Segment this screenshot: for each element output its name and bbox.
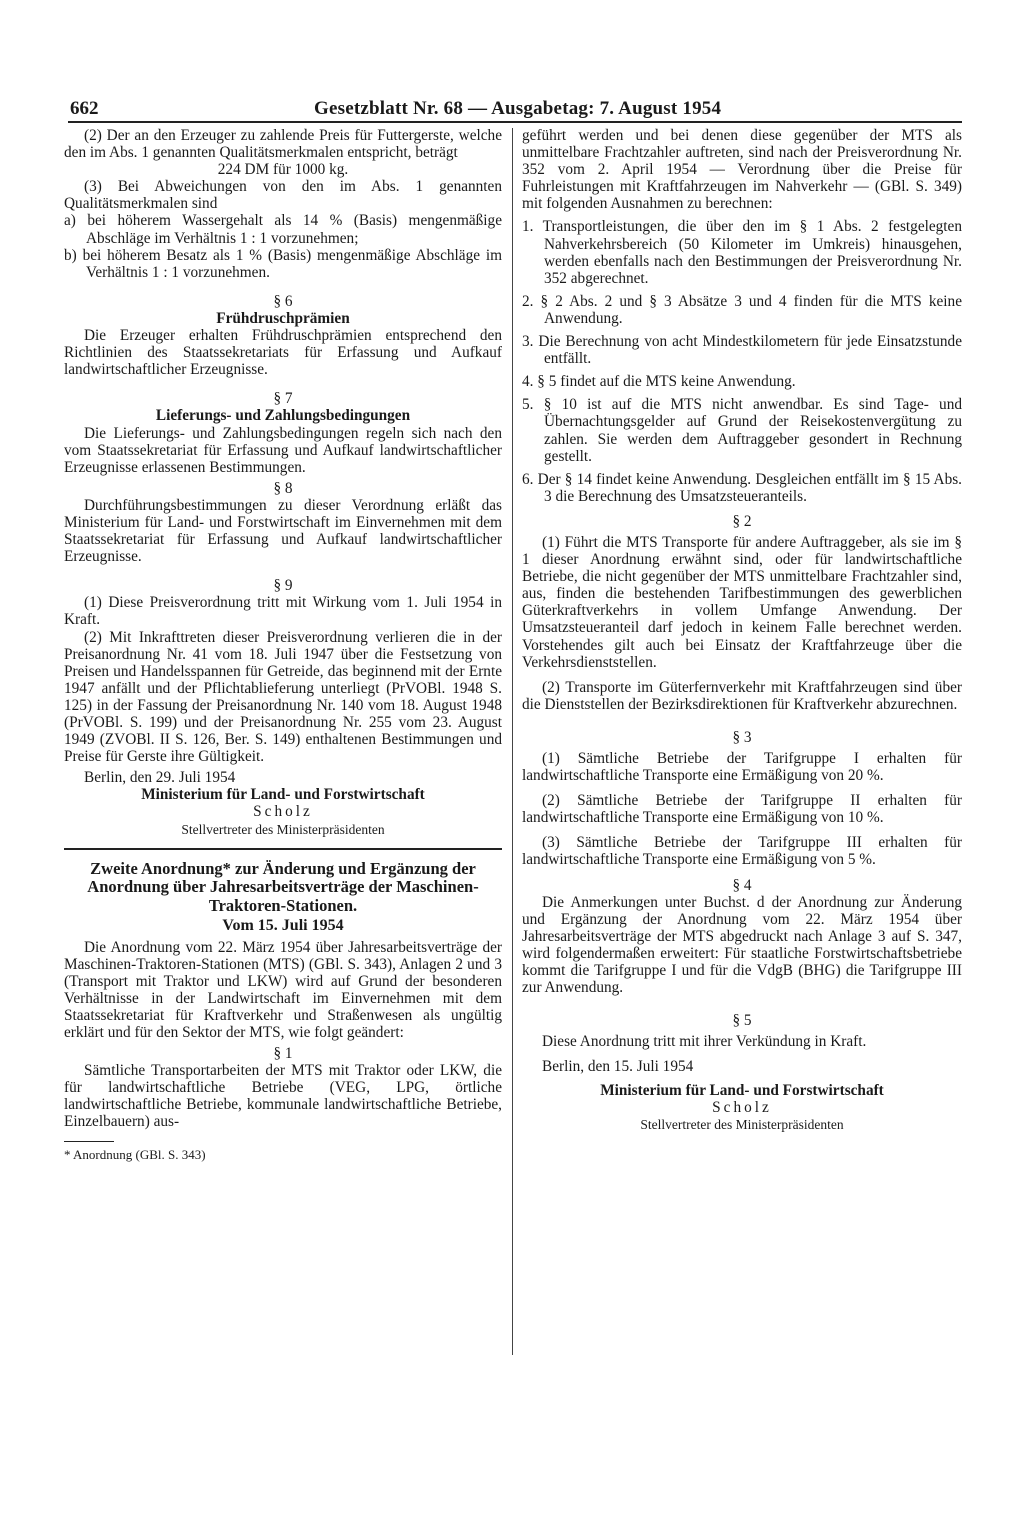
paragraph: (1) Sämtliche Betriebe der Tarifgruppe I erhalten für landwirtschaftliche Transporte eine Ermäßigung von 20 %. xyxy=(522,750,962,785)
page-number: 662 xyxy=(70,98,99,119)
section-number: § 9 xyxy=(273,577,293,595)
paragraph: Die Erzeuger erhalten Frühdruschprämien entsprechend den Richtlinien des Staatssekretariats für Erfassung und Aufkauf landwirtschaftlicher Erzeugnisse. xyxy=(64,327,502,379)
section-number: § 3 xyxy=(732,728,752,746)
ministry-name: Ministerium für Land- und Forstwirtschaft xyxy=(141,786,425,804)
price-line: 224 DM für 1000 kg. xyxy=(217,161,349,179)
signature-date: Berlin, den 29. Juli 1954 xyxy=(84,769,236,787)
paragraph: (1) Führt die MTS Transporte für andere Auftraggeber, als sie im § 1 dieser Anordnung erwähnt sind, oder für landwirtschaftliche Betriebe, die nicht gegenüber der MTS unmittelbare Frachtzahler sind, aus, finden die bestehenden Tarifbestimmungen des gewerblichen Güterkraftverkehrs in vollem Umfange Anwendung. Der Umsatzsteueranteil darf jedoch in keinem Falle berechnet werden. Vorstehendes gilt auch bei Einsatz der Kraftfahrzeuge über die Verkehrsdienststellen. xyxy=(522,533,962,671)
paragraph: Die Lieferungs- und Zahlungsbedingungen regeln sich nach den vom Staatssekretariat für Erfassung und Aufkauf landwirtschaftlicher Erzeugnisse erlassenen Bestimmungen. xyxy=(64,424,502,476)
section-title: Lieferungs- und Zahlungsbedingungen xyxy=(155,407,411,425)
paragraph: Durchführungsbestimmungen zu dieser Verordnung erläßt das Ministerium für Land- und Forstwirtschaft im Einvernehmen mit dem Staatssekretariat für Erfassung und Aufkauf landwirtschaftlicher Erzeugnisse. xyxy=(64,496,502,566)
section-divider xyxy=(64,848,502,850)
footnote-rule xyxy=(64,1141,114,1142)
left-column xyxy=(64,127,502,1163)
paragraph: Die Anordnung vom 22. März 1954 über Jahresarbeitsverträge der Maschinen-Traktoren-Stationen (MTS) (GBl. S. 343), Anlagen 2 und 3 (Transport mit Traktor und LKW) wird auf Grund der besonderen Verhältnisse in der Landwirtschaft im Einvernehmen mit dem Staatssekretariat für Kraftverkehr und Straßenwesen als ungültig erklärt und für den Sektor der MTS, wie folgt geändert: xyxy=(64,938,502,1041)
paragraph: Sämtliche Transportarbeiten der MTS mit Traktor oder LKW, die für landwirtschaftliche Betriebe (VEG, LPG, örtliche landwirtschaftliche Betriebe, kommunale landwirtschaftliche Betriebe, Einzelbauern) aus- xyxy=(64,1062,502,1131)
signer-name: Scholz xyxy=(712,1098,772,1116)
section-title: Frühdruschprämien xyxy=(216,309,350,327)
paragraph: (3) Bei Abweichungen von den im Abs. 1 genannten Qualitätsmerkmalen sind xyxy=(64,178,502,213)
list-item: 5. § 10 ist auf die MTS nicht anwendbar. Es sind Tage- und Übernachtungsgelder auf Grund der Reisekostenvergütung zu zahlen. Sie werden dem Auftraggeber gesondert in Rechnung gestellt. xyxy=(522,396,962,465)
section-number: § 5 xyxy=(732,1012,752,1030)
list-item: b) bei höherem Besatz als 1 % (Basis) mengenmäßige Abschläge im Verhältnis 1 : 1 vorzunehmen. xyxy=(64,246,502,281)
list-item: 6. Der § 14 findet keine Anwendung. Desgleichen entfällt im § 15 Abs. 3 die Berechnung des Umsatzsteueranteils. xyxy=(522,470,962,505)
signer-title: Stellvertreter des Ministerpräsidenten xyxy=(181,821,385,837)
paragraph: (2) Mit Inkrafttreten dieser Preisverordnung verlieren die in der Preisanordnung Nr. 41 vom 18. Juli 1947 über die Festsetzung von Preisen und Handelsspannen für Getreide, das beginnend mit der Ernte 1947 anfällt und der Pflichtablieferung unterliegt (PrVOBl. 1948 S. 125) in der Fassung der Preisanordnung Nr. 140 vom 18. August 1948 (PrVOBl. S. 199) und der Preisanordnung Nr. 255 vom 23. August 1949 (ZVOBl. II S. 126, Ber. S. 149) enthaltenen Bestimmungen und Preise für Gerste ihre Gültigkeit. xyxy=(64,628,502,766)
list-item: 3. Die Berechnung von acht Mindestkilometern für jede Einsatzstunde entfällt. xyxy=(522,333,962,368)
list-item: a) bei höherem Wassergehalt als 14 % (Basis) mengenmäßige Abschläge im Verhältnis 1 : 1 vorzunehmen; xyxy=(64,212,502,247)
signer-name: Scholz xyxy=(253,803,313,821)
ministry-name: Ministerium für Land- und Forstwirtschaft xyxy=(600,1081,884,1099)
header-rule xyxy=(68,121,962,123)
paragraph: (3) Sämtliche Betriebe der Tarifgruppe III erhalten für landwirtschaftliche Transporte eine Ermäßigung von 5 %. xyxy=(522,834,962,869)
document-title: Zweite Anordnung* zur Änderung und Ergänzung der Anordnung über Jahresarbeitsverträge der Maschinen-Traktoren-Stationen. xyxy=(87,858,479,915)
paragraph: (2) Der an den Erzeuger zu zahlende Preis für Futtergerste, welche den im Abs. 1 genannten Qualitätsmerkmalen entspricht, beträgt xyxy=(64,127,502,162)
list-item: 1. Transportleistungen, die über den im § 1 Abs. 2 festgelegten Nahverkehrsbereich (50 Kilometer im Umkreis) hinausgehen, werden ebenfalls nach den Bestimmungen der Preisverordnung Nr. 352 abgerechnet. xyxy=(522,218,962,287)
paragraph: Diese Anordnung tritt mit ihrer Verkündung in Kraft. xyxy=(542,1033,867,1051)
footnote: * Anordnung (GBl. S. 343) xyxy=(64,1146,206,1162)
section-number: § 6 xyxy=(273,292,293,310)
right-column xyxy=(522,127,962,1133)
signature-date: Berlin, den 15. Juli 1954 xyxy=(542,1058,694,1076)
paragraph: (2) Transporte im Güterfernverkehr mit Kraftfahrzeugen sind über die Dienststellen der Bezirksdirektionen für Kraftverkehr abzurechnen. xyxy=(522,678,962,713)
section-number: § 7 xyxy=(273,390,293,408)
section-number: § 2 xyxy=(732,512,752,530)
section-number: § 1 xyxy=(273,1045,293,1063)
section-number: § 8 xyxy=(273,479,293,497)
document-date: Vom 15. Juli 1954 xyxy=(222,917,344,935)
paragraph: (1) Diese Preisverordnung tritt mit Wirkung vom 1. Juli 1954 in Kraft. xyxy=(64,594,502,629)
list-item: 2. § 2 Abs. 2 und § 3 Absätze 3 und 4 finden für die MTS keine Anwendung. xyxy=(522,292,962,327)
list-item: 4. § 5 findet auf die MTS keine Anwendung. xyxy=(522,373,796,391)
header-title: Gesetzblatt Nr. 68 — Ausgabetag: 7. August 1954 xyxy=(314,98,722,119)
paragraph: geführt werden und bei denen diese gegenüber der MTS als unmittelbare Frachtzahler auftreten, sind nach der Preisverordnung Nr. 352 vom 2. April 1954 — Verordnung über die Preise für Fuhrleistungen mit Kraftfahrzeugen im Nahverkehr — (GBl. S. 349) mit folgenden Ausnahmen zu berechnen: xyxy=(522,127,962,213)
section-number: § 4 xyxy=(732,876,752,894)
paragraph: (2) Sämtliche Betriebe der Tarifgruppe II erhalten für landwirtschaftliche Transporte eine Ermäßigung von 10 %. xyxy=(522,792,962,827)
paragraph: Die Anmerkungen unter Buchst. d der Anordnung zur Änderung und Ergänzung der Anordnung vom 22. März 1954 über Jahresarbeitsverträge der MTS abgedruckt nach Anlage 3 auf S. 347, wird folgendermaßen erweitert: Für staatliche Forstwirtschaftsbetriebe kommt die Tarifgruppe I und für die VdgB (BHG) die Tarifgruppe III zur Anwendung. xyxy=(522,893,962,997)
column-divider xyxy=(512,128,513,1355)
signer-title: Stellvertreter des Ministerpräsidenten xyxy=(640,1116,844,1132)
